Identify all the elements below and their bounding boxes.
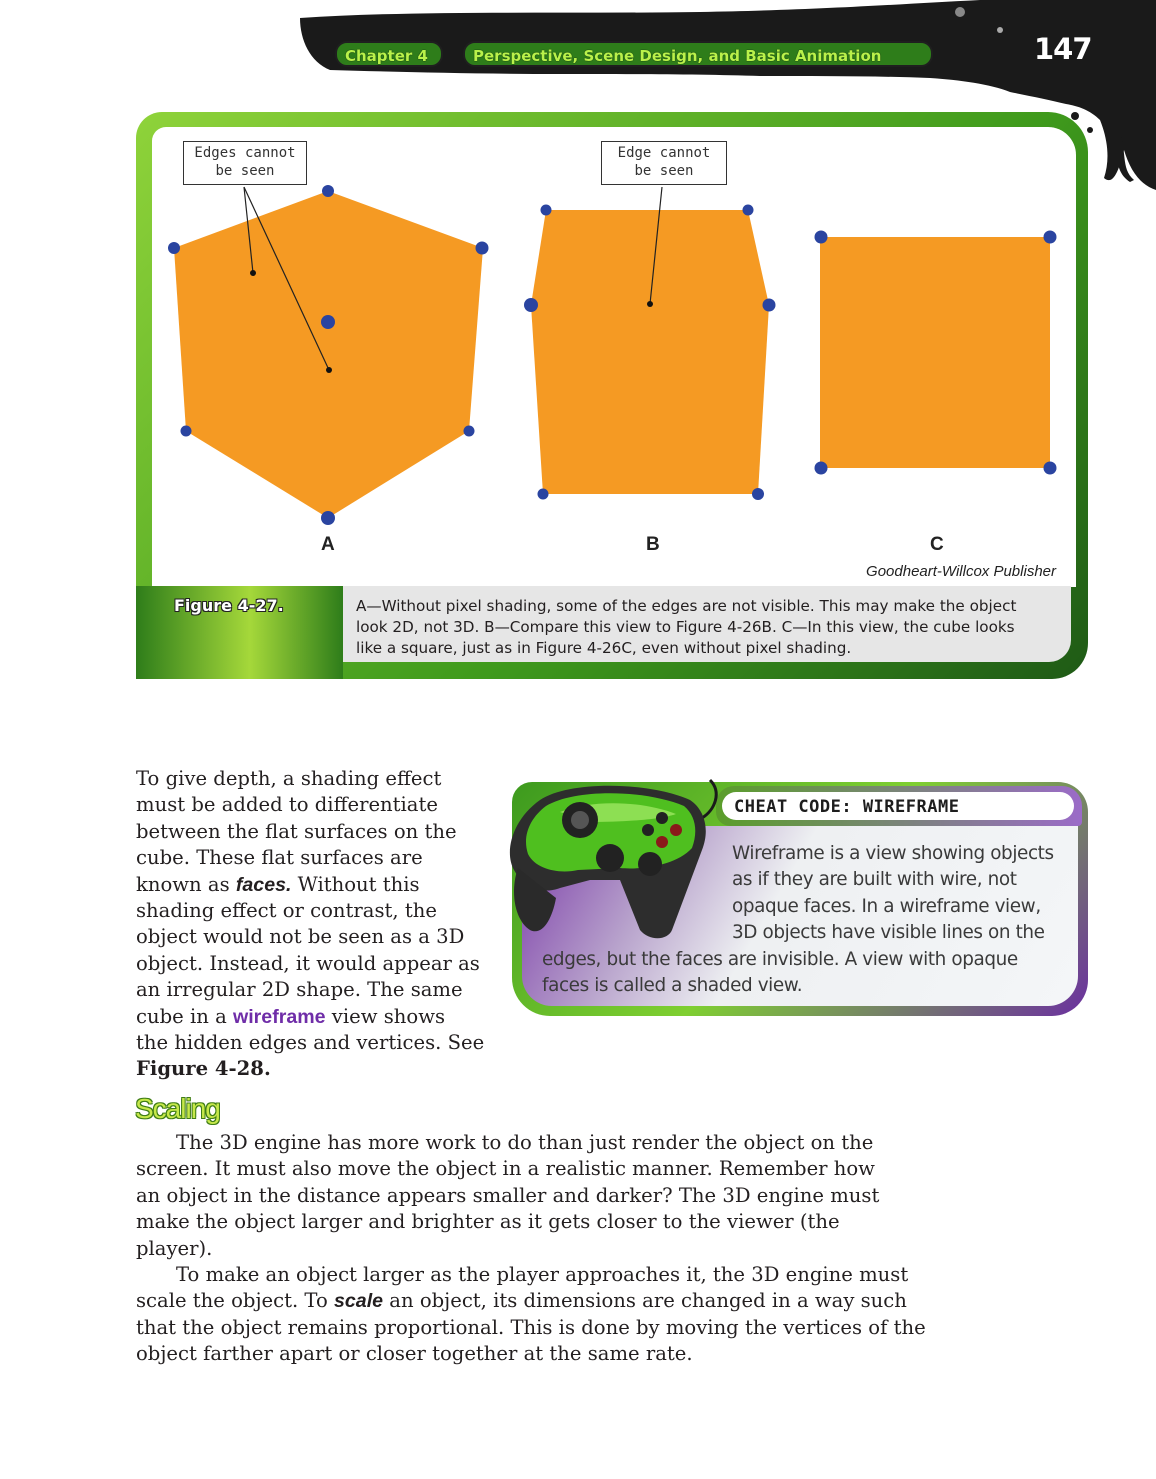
intro-line: shading effect or contrast, the [136,899,437,923]
label-b: B [646,534,660,555]
cheat-line: 3D objects have visible lines on the [732,922,1045,944]
shape-a-hexagon [174,191,483,518]
figure-credit: Goodheart-Willcox Publisher [866,563,1056,580]
body-text: scale the object. To [136,1289,335,1313]
intro-line: object. Instead, it would appear as [136,951,480,975]
chapter-pill [335,41,443,67]
body-line: To make an object larger as the player approaches it, the 3D engine must [176,1263,909,1287]
cheat-code-body-lower [542,947,1062,1000]
keyword-wireframe[interactable]: wireframe [232,1005,326,1028]
body-text: an object, its dimensions are changed in a way such [383,1289,907,1313]
figure-panel [152,127,1076,587]
body-line: The 3D engine has more work to do than just render the object on the [176,1131,874,1154]
chapter-title-pill [463,41,933,67]
body-line: object farther apart or closer together at the same rate. [136,1342,693,1366]
intro-text: known as [136,872,236,896]
figure-caption [136,586,1088,679]
cheat-line: Wireframe is a view showing objects [732,843,1054,864]
intro-line [136,872,496,898]
shape-c-square [820,237,1050,468]
intro-line: must be added to differentiate [136,793,438,817]
figure-reference[interactable]: Figure 4-28. [136,1057,271,1081]
caption-body [343,586,1071,662]
intro-text: view shows [325,1004,446,1028]
label-c: C [930,534,944,555]
callout-a-line-1: Edges cannot [194,145,296,161]
body-line [136,1288,936,1314]
callout-b [601,141,727,185]
body-line: that the object remains proportional. This is done by moving the vertices of the [136,1315,926,1339]
cheat-code-body-upper [732,841,1072,947]
body-line: player). [136,1236,213,1260]
callout-a-line-2: be seen [215,163,275,179]
intro-line: between the flat surfaces on the [136,819,457,843]
callout-b-line-1: Edge cannot [617,145,711,161]
caption-tab [136,586,343,679]
body-line: make the object larger and brighter as it gets closer to the viewer (the [136,1210,840,1234]
intro-line: the hidden edges and vertices. See [136,1031,485,1055]
intro-line: cube. These flat surfaces are [136,846,423,870]
body-line: an object in the distance appears smaller and darker? The 3D engine must [136,1183,880,1207]
cheat-line: edges, but the faces are invisible. A view with opaque [542,949,1018,970]
caption-line: look 2D, not 3D. B—Compare this view to Figure 4-26B. C—In this view, the cube looks [356,618,1015,636]
cheat-line: as if they are built with wire, not [732,869,1017,891]
caption-line: A—Without pixel shading, some of the edges are not visible. This may make the object [356,597,1017,615]
section-heading: Scaling [135,1093,220,1124]
intro-line: an irregular 2D shape. The same [136,978,463,1002]
shape-b-box [531,210,769,494]
intro-text: Without this [291,872,420,896]
intro-line [136,1004,496,1030]
caption-title: Figure 4-27. [174,596,284,615]
gamepad-icon [500,770,730,940]
body-line: screen. It must also move the object in a realistic manner. Remember how [136,1157,875,1181]
caption-line: like a square, just as in Figure 4-26C, even without pixel shading. [356,639,852,657]
section-body [136,1130,936,1368]
chapter-label: Chapter 4 [345,47,428,65]
callout-b-line-2: be seen [634,163,694,179]
cheat-code-title: CHEAT CODE: WIREFRAME [734,797,960,817]
figure-frame [136,112,1088,679]
label-a: A [321,534,335,555]
keyword-scale: scale [334,1290,384,1313]
figure-illustration [152,127,1076,587]
cheat-line: faces is called a shaded view. [542,975,803,997]
intro-text: cube in a [136,1004,233,1028]
callout-a [183,141,307,185]
keyword-faces: faces. [235,873,292,896]
cheat-line: opaque faces. In a wireframe view, [732,895,1041,917]
intro-line: object would not be seen as a 3D [136,925,465,949]
intro-paragraph [136,766,496,1083]
page-number: 147 [1034,32,1092,66]
intro-line: To give depth, a shading effect [136,767,442,790]
chapter-title: Perspective, Scene Design, and Basic Animation [473,47,882,65]
